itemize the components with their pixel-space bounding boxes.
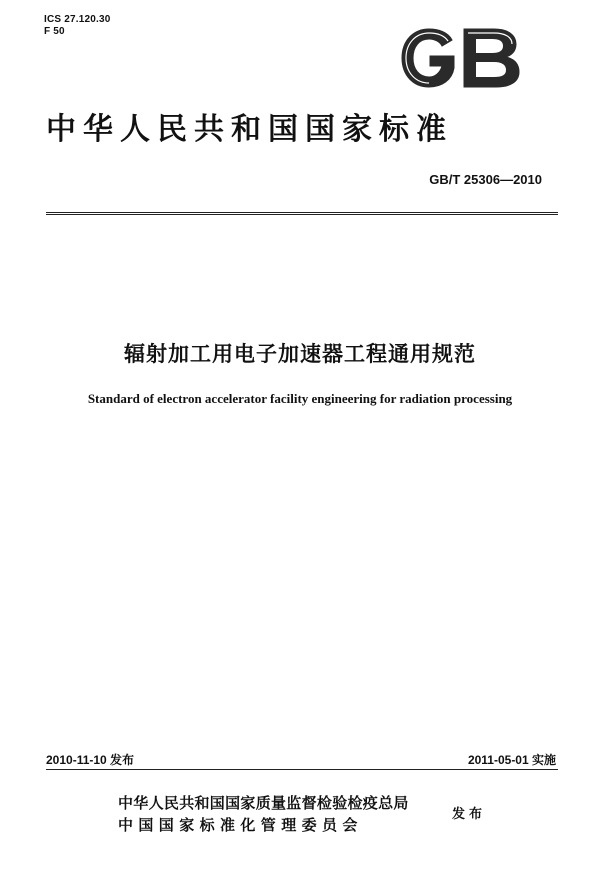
title-english: Standard of electron accelerator facility engineering for radiation processing xyxy=(87,391,513,406)
standard-number: GB/T 25306—2010 xyxy=(429,172,542,187)
ccs-code: F 50 xyxy=(44,26,65,37)
standard-type-heading: 中华人民共和国国家标准 xyxy=(46,112,453,147)
issue-date: 2010-11-10 发布 xyxy=(46,753,135,767)
publisher-aqsiq: 中华人民共和国国家质量监督检验检疫总局 xyxy=(118,794,409,812)
classification-codes xyxy=(44,14,111,38)
publisher-sac: 中国国家标准化管理委员会 xyxy=(118,816,363,834)
publish-label: 发布 xyxy=(452,807,487,822)
gb-logo-icon xyxy=(398,26,524,90)
title-chinese: 辐射加工用电子加速器工程通用规范 xyxy=(124,342,476,366)
header-divider xyxy=(46,212,558,215)
footer-divider xyxy=(46,769,558,770)
ics-code: ICS 27.120.30 xyxy=(44,14,111,25)
implementation-date: 2011-05-01 实施 xyxy=(467,753,556,767)
